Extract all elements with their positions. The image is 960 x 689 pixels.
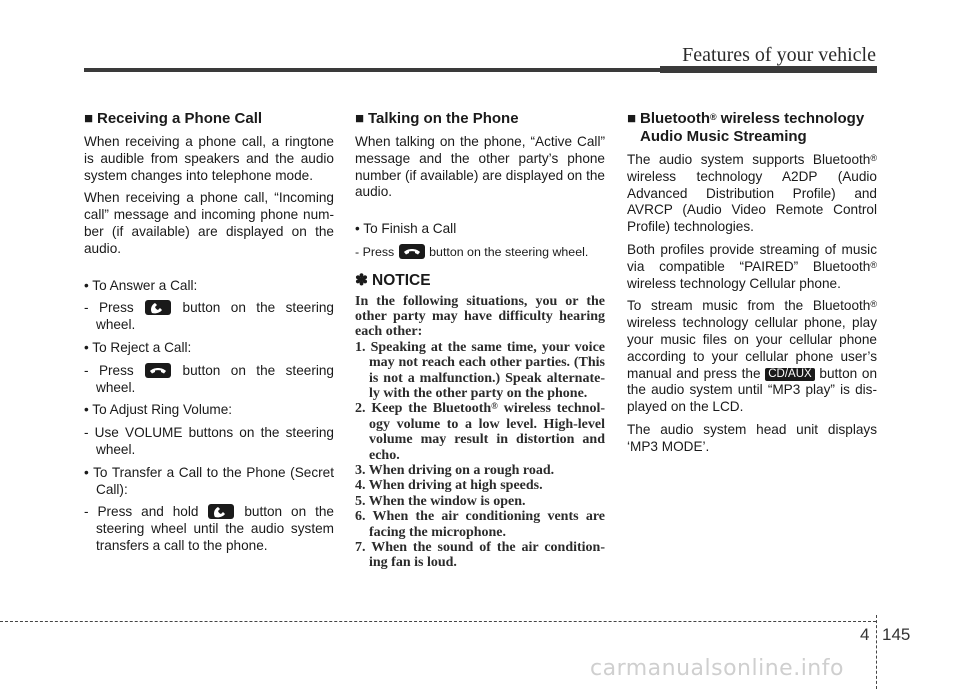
square-bullet-icon: ■	[627, 110, 637, 127]
paragraph: When talking on the phone, “Active Call” message and the other party’s phone number (if available) are displayed on the audio.	[355, 134, 605, 200]
header-title: Features of your vehicle	[682, 44, 876, 66]
column-talking	[355, 110, 605, 571]
phone-hangup-icon	[145, 363, 171, 378]
registered-mark: ®	[709, 112, 717, 122]
heading-text	[640, 110, 864, 128]
heading-text: Receiving a Phone Call	[97, 110, 263, 127]
bullet-reject: • To Reject a Call:	[84, 339, 192, 355]
column-receiving-call	[84, 110, 334, 561]
dash-text: - Press	[84, 362, 134, 378]
dash-reject	[84, 363, 334, 397]
para-text: wireless technology cellular phone, play your music files on your cellular phone according to your cellular phone user’s manual and press the	[627, 315, 877, 381]
notice-item: 4. When driving at high speeds.	[355, 478, 543, 494]
paragraph: When receiving a phone call, “Incoming call” message and incoming phone num-ber (if available) are displayed on the audio.	[84, 190, 334, 256]
paragraph: The audio system head unit displays ‘MP3 MODE’.	[627, 421, 877, 454]
square-bullet-icon: ■	[355, 110, 365, 127]
section-heading-streaming	[627, 110, 877, 128]
section-heading-talking	[355, 110, 605, 128]
phone-answer-icon	[208, 504, 234, 519]
notice-item	[355, 401, 605, 463]
dash-finish	[355, 244, 605, 261]
column-streaming	[627, 110, 877, 462]
para-text: Both profiles provide streaming of music via compatible “PAIRED” Bluetooth	[627, 241, 877, 274]
para-text: wireless technology A2DP (Audio Advanced Distribution Profile) and AVRCP (Audio Video Remote Control Profile) technologies.	[627, 168, 877, 235]
footer-divider	[876, 615, 878, 689]
notice-text: wireless technol-ogy volume to a low level. High-level volume may result in distortion and echo.	[369, 401, 606, 463]
notice-heading	[355, 273, 605, 290]
paragraph	[627, 298, 877, 416]
notice-intro: In the following situations, you or the other party may have difficulty hearing each other:	[355, 293, 605, 340]
heading-part: Audio Music Streaming	[640, 128, 807, 145]
dash-text: - Press and hold	[84, 504, 199, 520]
registered-mark: ®	[870, 259, 877, 270]
bullet-transfer: • To Transfer a Call to the Phone (Secret Call):	[84, 464, 334, 497]
notice-item: 7. When the sound of the air condition-ing fan is loud.	[355, 540, 605, 571]
notice-title: NOTICE	[372, 271, 431, 289]
dash-text: button on the steering wheel until the audio system transfers a call to the phone.	[96, 504, 334, 553]
cd-aux-button-label: CD/AUX	[765, 368, 814, 381]
heading-text: Talking on the Phone	[368, 110, 519, 127]
section-heading-receiving	[84, 110, 334, 128]
notice-star-icon: ✽	[355, 271, 368, 289]
section-heading-line2	[627, 128, 877, 146]
para-text: button on the audio system until “MP3 play” is dis-played on the LCD.	[627, 365, 878, 415]
registered-mark: ®	[491, 401, 498, 412]
bullet-answer: • To Answer a Call:	[84, 277, 198, 293]
dash-text: - Press	[355, 244, 395, 259]
phone-hangup-icon	[399, 244, 425, 259]
dash-text: button on the steering wheel.	[96, 362, 334, 395]
paragraph	[627, 152, 877, 236]
heading-part: Bluetooth	[640, 110, 710, 127]
bullet-volume: • To Adjust Ring Volume:	[84, 402, 233, 418]
para-text: The audio system supports Bluetooth	[627, 152, 871, 167]
notice-item: 5. When the window is open.	[355, 493, 526, 509]
notice-body	[355, 294, 605, 571]
notice-item: 6. When the air conditioning vents are facing the microphone.	[355, 509, 605, 540]
dash-volume: - Use VOLUME buttons on the steering wheel.	[84, 425, 334, 457]
registered-mark: ®	[870, 299, 877, 310]
para-text: wireless technology Cellular phone.	[627, 275, 841, 291]
dash-text: button on the steering wheel.	[96, 300, 334, 333]
dash-text: - Press	[84, 300, 134, 316]
footer-rule	[0, 621, 876, 622]
page-number: 145	[882, 625, 911, 644]
phone-answer-icon	[145, 300, 171, 315]
bullet-finish: • To Finish a Call	[355, 221, 457, 237]
notice-item: 1. Speaking at the same time, your voice may not reach each other parties. (This is not a malfunction.) Speak alternate-ly with the other party on the phone.	[355, 339, 605, 402]
dash-text: button on the steering wheel.	[429, 244, 589, 259]
para-text: To stream music from the Bluetooth	[627, 298, 871, 314]
heading-part: wireless technology	[716, 110, 865, 127]
watermark: carmanualsonline.info	[590, 656, 844, 681]
notice-text: 2. Keep the Bluetooth	[355, 401, 492, 417]
dash-answer	[84, 300, 334, 334]
paragraph	[627, 242, 877, 292]
square-bullet-icon: ■	[84, 110, 94, 127]
registered-mark: ®	[870, 153, 877, 163]
header-rule-accent	[660, 66, 877, 73]
notice-item: 3. When driving on a rough road.	[355, 463, 555, 479]
paragraph: When receiving a phone call, a ringtone is audible from speakers and the audio system changes into telephone mode.	[84, 134, 334, 183]
chapter-number: 4	[860, 625, 870, 644]
dash-transfer	[84, 504, 334, 554]
